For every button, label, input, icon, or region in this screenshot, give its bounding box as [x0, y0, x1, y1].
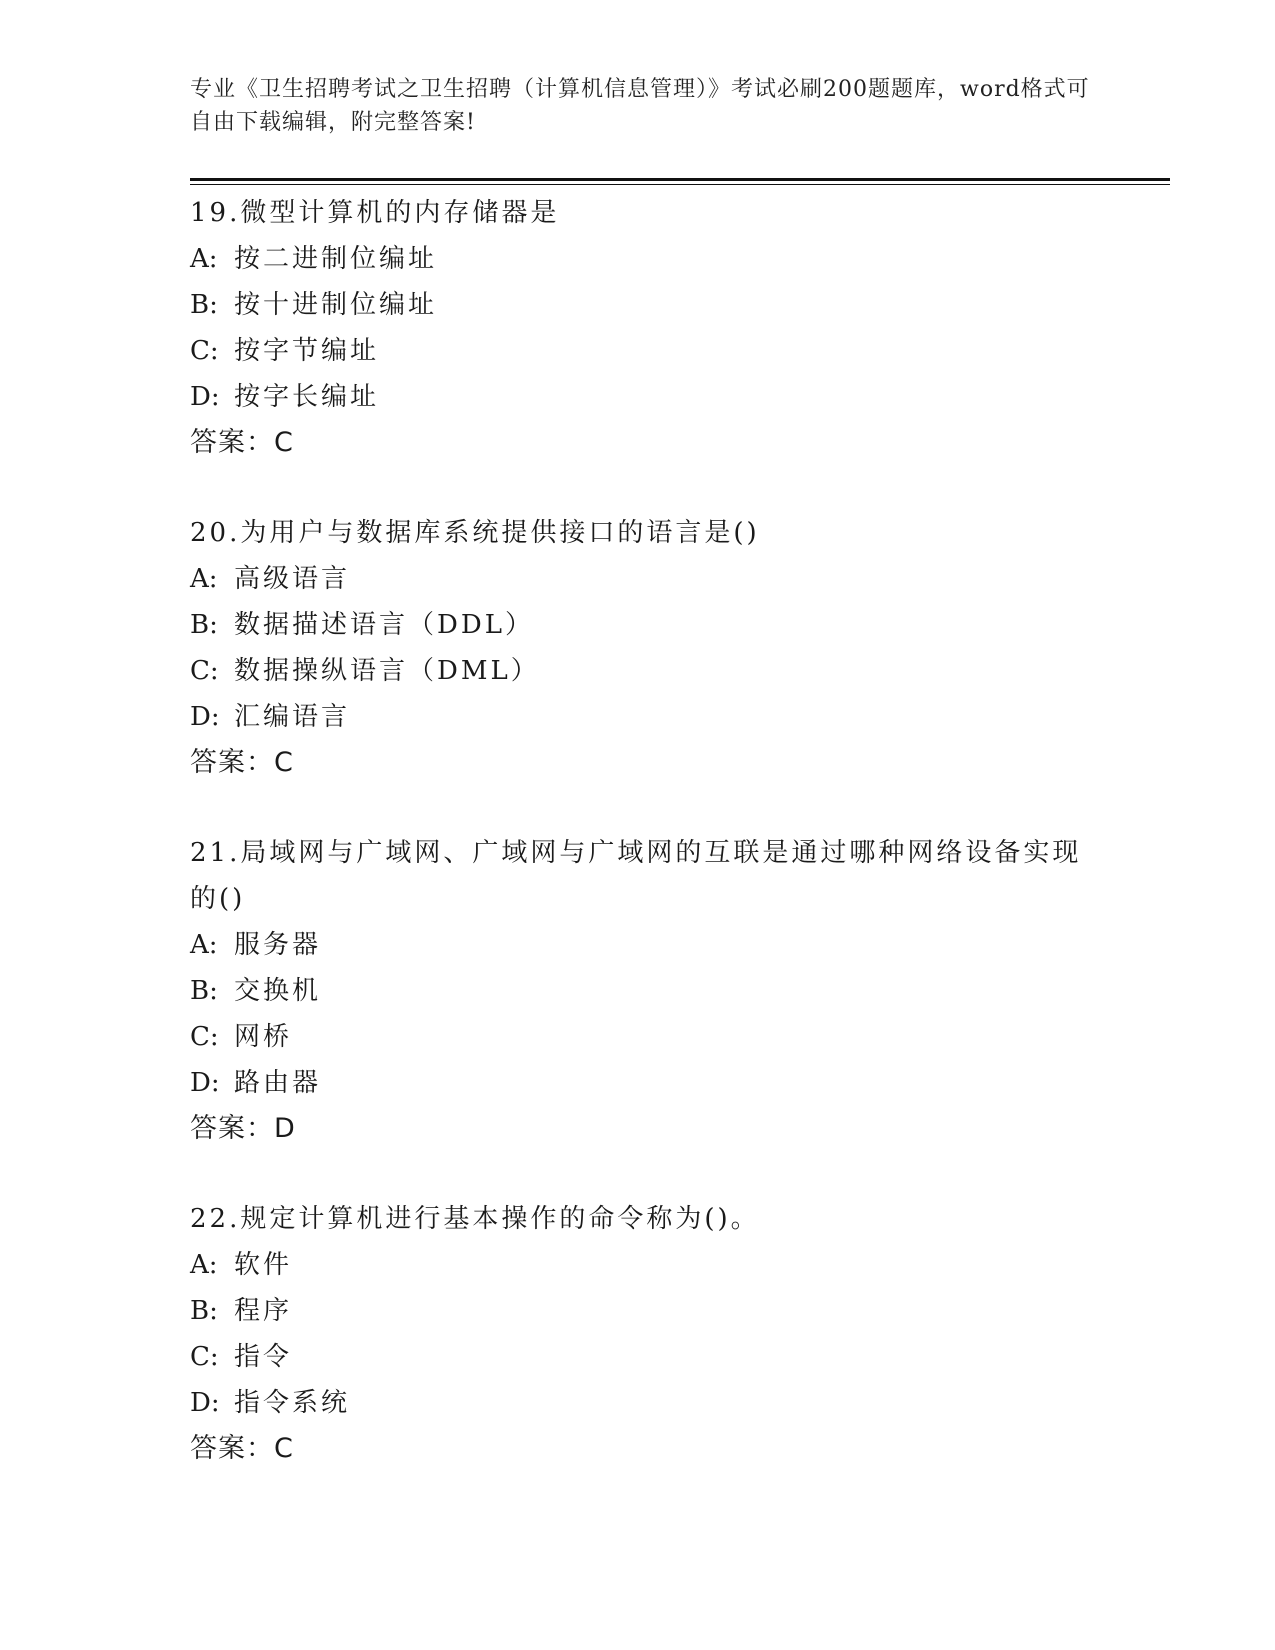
option-text: 汇编语言	[234, 702, 351, 732]
option-label: A:	[190, 930, 218, 960]
question-20	[190, 510, 1170, 786]
answer-line: 答案：C	[190, 1433, 294, 1464]
option-b	[190, 968, 1170, 1014]
option-text: 高级语言	[234, 564, 351, 594]
option-label: C:	[190, 1342, 219, 1372]
option-text: 按十进制位编址	[234, 290, 438, 320]
document-header: 专业《卫生招聘考试之卫生招聘（计算机信息管理）》考试必刷200题题库，word格式可自由下载编辑，附完整答案!	[190, 77, 1090, 135]
option-label: B:	[190, 290, 218, 320]
option-b	[190, 1288, 1170, 1334]
question-19	[190, 190, 1170, 466]
option-text: 软件	[234, 1250, 293, 1280]
option-label: B:	[190, 1296, 218, 1326]
option-label: C:	[190, 656, 219, 686]
option-d	[190, 1060, 1170, 1106]
option-a	[190, 556, 1170, 602]
option-c	[190, 1334, 1170, 1380]
answer-line: 答案：C	[190, 747, 294, 778]
option-c	[190, 1014, 1170, 1060]
option-text: 指令系统	[234, 1388, 351, 1418]
option-text: 服务器	[234, 930, 322, 960]
option-c	[190, 648, 1170, 694]
option-label: B:	[190, 976, 218, 1006]
option-label: D:	[190, 702, 220, 732]
option-label: A:	[190, 244, 218, 274]
option-text: 按字节编址	[234, 336, 380, 366]
option-text: 交换机	[234, 976, 322, 1006]
question-stem: 19.微型计算机的内存储器是	[190, 198, 560, 228]
option-text: 按字长编址	[234, 382, 380, 412]
header-rule-thin	[190, 184, 1170, 185]
option-d	[190, 374, 1170, 420]
option-text: 数据描述语言（DDL）	[234, 610, 534, 640]
option-text: 数据操纵语言（DML）	[234, 656, 540, 686]
option-label: A:	[190, 564, 218, 594]
option-label: B:	[190, 610, 218, 640]
question-stem: 20.为用户与数据库系统提供接口的语言是()	[190, 518, 760, 548]
header-rule-thick	[190, 178, 1170, 181]
option-a	[190, 922, 1170, 968]
option-label: D:	[190, 1068, 220, 1098]
question-21	[190, 830, 1170, 1152]
option-label: A:	[190, 1250, 218, 1280]
option-c	[190, 328, 1170, 374]
answer-line: 答案：D	[190, 1113, 296, 1144]
option-text: 程序	[234, 1296, 293, 1326]
option-text: 路由器	[234, 1068, 322, 1098]
option-text: 按二进制位编址	[234, 244, 438, 274]
answer-line: 答案：C	[190, 427, 294, 458]
option-label: C:	[190, 336, 219, 366]
option-label: D:	[190, 1388, 220, 1418]
option-text: 网桥	[234, 1022, 293, 1052]
option-a	[190, 1242, 1170, 1288]
option-text: 指令	[234, 1342, 293, 1372]
question-stem: 22.规定计算机进行基本操作的命令称为()。	[190, 1204, 760, 1234]
question-stem: 21.局域网与广域网、广域网与广域网的互联是通过哪种网络设备实现的()	[190, 838, 1082, 914]
option-d	[190, 694, 1170, 740]
option-b	[190, 602, 1170, 648]
question-22	[190, 1196, 1170, 1472]
option-d	[190, 1380, 1170, 1426]
option-label: D:	[190, 382, 220, 412]
option-b	[190, 282, 1170, 328]
option-label: C:	[190, 1022, 219, 1052]
question-list	[190, 190, 1170, 1516]
option-a	[190, 236, 1170, 282]
